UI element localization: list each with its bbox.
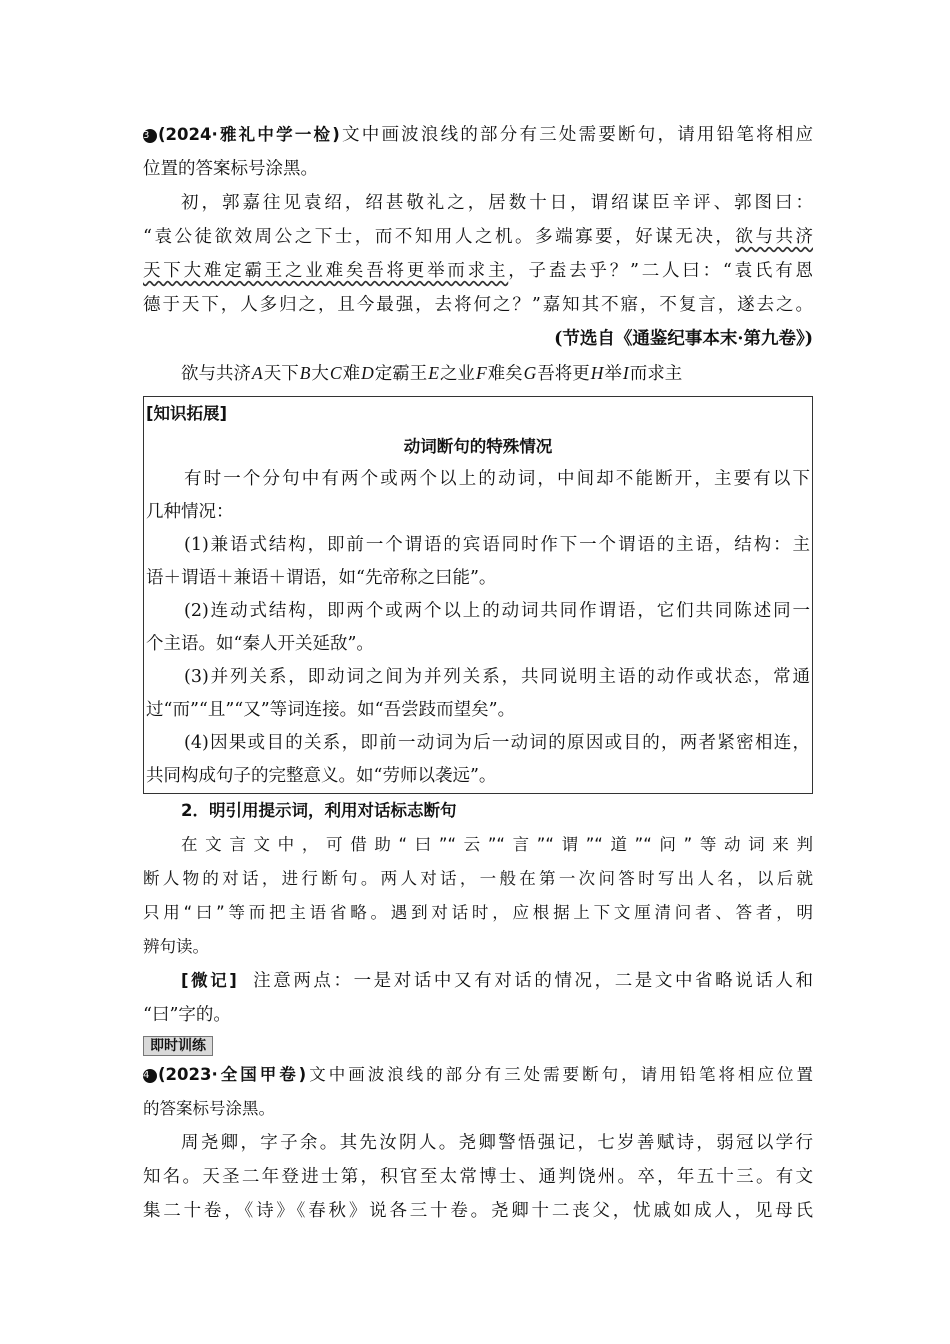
q4-passage-line2: 知名。天圣二年登进士第，积官至太常博士、通判饶州。卒，年五十三。有文 <box>143 1167 813 1187</box>
knowledge-item4-line1: (4)因果或目的关系，即前一动词为后一动词的原因或目的，两者紧密相连， <box>184 733 810 753</box>
knowledge-item3-line2: 过“而”“且”“又”等词连接。如“吾尝跂而望矣”。 <box>146 700 516 720</box>
q3-option-mark[interactable]: C <box>329 363 342 383</box>
q3-option-text: 而求主 <box>629 364 683 384</box>
section2-line1: 在文言文中，可借助“曰”“云”“言”“谓”“道”“问”等动词来判 <box>181 835 813 854</box>
q3-option-text: 举 <box>604 364 622 384</box>
q3-stem-line1 <box>143 118 813 152</box>
q3-passage-text: ，子盍去乎？”二人曰：“袁氏有恩 <box>508 261 813 281</box>
note-tag: [微记] <box>181 971 237 990</box>
q3-source: (节选自《通鉴纪事本末·第九卷》) <box>554 329 813 349</box>
q3-option-text: 难 <box>342 364 361 384</box>
section2-line3: 只用“曰”等而把主语省略。遇到对话时，应根据上下文厘清问者、答者，明 <box>143 903 813 922</box>
knowledge-intro-line2: 几种情况： <box>146 502 234 522</box>
q3-option-mark[interactable]: A <box>252 363 263 383</box>
q3-option-text: 定霸王 <box>374 364 428 384</box>
knowledge-item2-line1: (2)连动式结构，即两个或两个以上的动词共同作谓语，它们共同陈述同一 <box>184 601 810 621</box>
q4-passage-line3: 集二十卷，《诗》《春秋》说各三十卷。尧卿十二丧父，忧戚如成人，见母氏 <box>143 1201 813 1221</box>
q3-source-head: (2024·雅礼中学一检) <box>158 125 340 144</box>
q3-wavy-text: 天下大难定霸王之业难矣吾将更举而求主 <box>143 261 509 281</box>
q3-stem-line2: 位置的答案标号涂黑。 <box>143 159 318 179</box>
q3-passage-text: “袁公徒欲效周公之下士，而不知用人之机。多端寡要，好谋无决， <box>143 227 736 247</box>
q3-option-mark[interactable]: B <box>299 363 311 383</box>
q3-option-mark[interactable]: E <box>428 363 439 383</box>
knowledge-item4-line2: 共同构成句子的完整意义。如“劳师以袭远”。 <box>146 766 497 786</box>
knowledge-intro-line1: 有时一个分句中有两个或两个以上的动词，中间却不能断开，主要有以下 <box>184 469 810 489</box>
q3-option-text: 之业 <box>439 364 475 384</box>
document-page <box>143 118 813 1228</box>
q3-option-text: 欲与共济 <box>181 364 251 384</box>
knowledge-item3-line1: (3)并列关系，即动词之间为并列关系，共同说明主语的动作或状态，常通 <box>184 667 810 687</box>
q3-option-mark[interactable]: F <box>475 363 487 383</box>
q3-option-mark[interactable]: I <box>622 363 629 383</box>
knowledge-box <box>143 396 813 794</box>
knowledge-tag: [知识拓展] <box>146 404 228 423</box>
section2-title: 2．明引用提示词，利用对话标志断句 <box>181 801 457 820</box>
q3-passage-line1: 初，郭嘉往见袁绍，绍甚敬礼之，居数十日，谓绍谋臣辛评、郭图曰： <box>181 193 813 213</box>
q3-number: 3 <box>143 129 157 143</box>
section2-note-line1 <box>143 964 813 998</box>
q4-stem-text: 文中画波浪线的部分有三处需要断句，请用铅笔将相应位置 <box>306 1065 813 1084</box>
knowledge-item2-line2: 个主语。如“秦人开关延敌”。 <box>146 634 374 654</box>
q3-option-mark[interactable]: D <box>361 363 374 383</box>
q3-passage-line3 <box>143 254 813 288</box>
knowledge-title: 动词断句的特殊情况 <box>403 437 553 456</box>
practice-tag-line <box>143 1032 813 1058</box>
q4-stem-line2: 的答案标号涂黑。 <box>143 1099 275 1118</box>
practice-tag: 即时训练 <box>143 1036 213 1056</box>
q4-number: 4 <box>143 1069 157 1083</box>
section2-line4: 辨句读。 <box>143 937 209 956</box>
q3-option-text: 吾将更 <box>537 364 590 384</box>
q3-passage-line2 <box>143 220 813 254</box>
q3-option-text: 大 <box>311 364 329 384</box>
q4-stem-line1 <box>143 1058 813 1092</box>
q4-passage-line1: 周尧卿，字子余。其先汝阴人。尧卿警悟强记，七岁善赋诗，弱冠以学行 <box>181 1133 813 1153</box>
q4-source-head: (2023·全国甲卷) <box>158 1065 307 1084</box>
q3-options-line <box>143 356 813 390</box>
knowledge-item1-line1: (1)兼语式结构，即前一个谓语的宾语同时作下一个谓语的主语，结构：主 <box>184 535 810 555</box>
section2-line2: 断人物的对话，进行断句。两人对话，一般在第一次问答时写出人名，以后就 <box>143 869 813 888</box>
q3-option-text: 天下 <box>263 364 299 384</box>
q3-stem-text: 文中画波浪线的部分有三处需要断句，请用铅笔将相应 <box>339 125 813 145</box>
knowledge-item1-line2: 语＋谓语＋兼语＋谓语，如“先帝称之曰能”。 <box>146 568 497 588</box>
section2-note-line2: “曰”字的。 <box>143 1005 231 1025</box>
q3-option-mark[interactable]: G <box>523 363 537 383</box>
q3-option-mark[interactable]: H <box>590 363 604 383</box>
note-text: 注意两点：一是对话中又有对话的情况，二是文中省略说话人和 <box>253 971 813 991</box>
q3-passage-line4: 德于天下，人多归之，且今最强，去将何之？”嘉知其不寤，不复言，遂去之。 <box>143 295 813 315</box>
q3-option-text: 难矣 <box>487 364 523 384</box>
q3-wavy-text: 欲与共济 <box>735 227 814 247</box>
